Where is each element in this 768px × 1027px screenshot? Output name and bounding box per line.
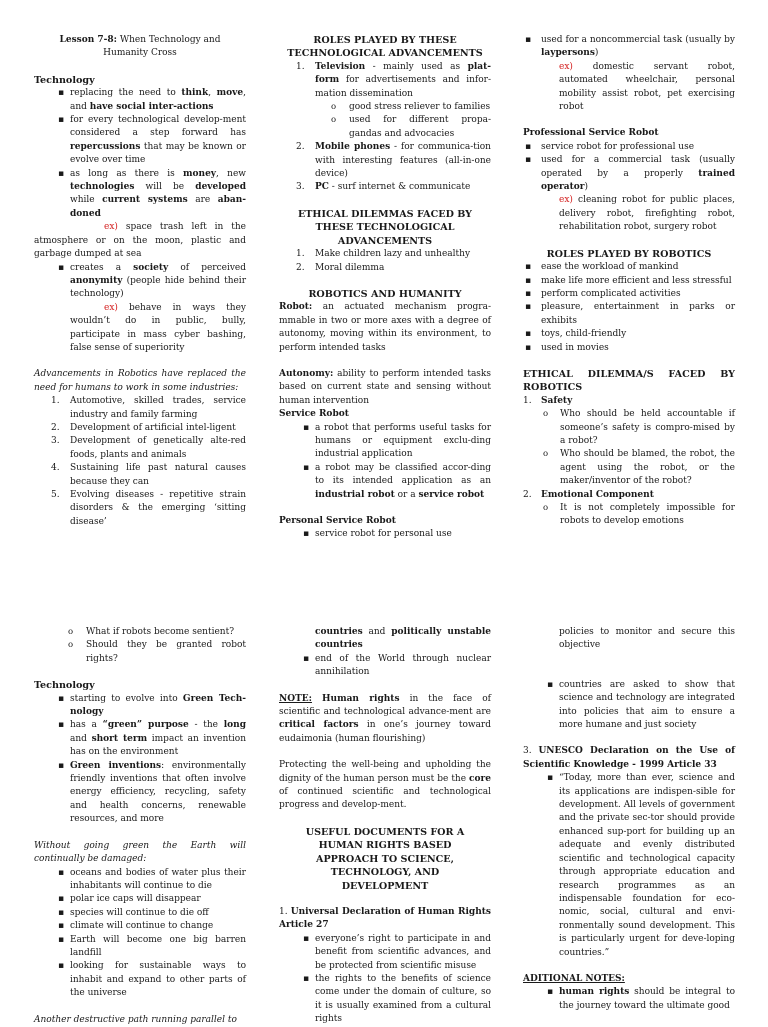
list-item: ▪ has a “green” purpose - the long and short term impact an invention has on the environment: [34, 719, 246, 759]
list-item: ▪ perform complicated activities: [523, 288, 735, 301]
list-item: 2. Mobile phones - for communica-tion with interesting features (all-in-one device): [279, 141, 491, 181]
ethical-robotics-heading: ETHICAL DILEMMA/S FACED BY ROBOTICS: [523, 368, 735, 394]
list-item: 1. Safety: [523, 395, 735, 408]
robot-definition: Robot: an actuated mechanism progra-mmable in two or more axes with a degree of autonomy, moving within its environment, to perform intended tasks: [279, 302, 491, 353]
list-item: ▪ Earth will become one big barren landfill: [34, 934, 246, 961]
list-item: o What if robots become sentient?: [16, 626, 246, 639]
green-tech-list: [34, 693, 246, 827]
page1-column-1: [34, 34, 246, 529]
list-item: 1. Automotive, skilled trades, service industry and family farming: [34, 395, 246, 422]
service-robot-heading: Service Robot: [279, 409, 349, 420]
list-item: 2. Development of artificial intel-ligent: [34, 422, 246, 435]
list-item: 1. Television - mainly used as plat-form for advertisements and infor-mation dissemination: [279, 61, 491, 101]
lesson-title: Lesson 7-8: When Technology and Humanity Cross: [59, 35, 221, 59]
list-item: ▪ looking for sustainable ways to inhabit and expand to other parts of the universe: [34, 960, 246, 1000]
list-item: ▪ a robot may be classified accor-ding to its intended application as an industrial robot or a service robot: [279, 462, 491, 502]
personal-service-heading: Personal Service Robot: [279, 516, 396, 526]
personal-example: ex) domestic servant robot, automated wheelchair, personal mobility assist robot, pet exercising robot: [559, 61, 735, 113]
without-green-intro: Without going green the Earth will continually be damaged:: [34, 840, 246, 865]
list-item: ▪ “Today, more than ever, science and its applications are indispen-sible for development. All levels of government and the private sec-tor should provide enhanced sup-port for building up an adequate and evenly distributed scientific and technological capacity through appropriate education and research programmes as an indispensable foundation for eco-nomic, social, cultural and envi-ronmentally sound development. This is particularly urgent for deve-loping countries.”: [523, 772, 735, 960]
example-behave: ex) behave in ways they wouldn’t do in public, bully, participate in mass cyber bashing, false sense of superiority: [70, 302, 246, 353]
dilemmas-heading: ETHICAL DILEMMAS FACED BY THESE TECHNOLOGICAL ADVANCEMENTS: [297, 208, 473, 247]
professional-service-heading: Professional Service Robot: [523, 128, 659, 139]
list-item: 3. PC - surf internet & communicate: [279, 181, 491, 194]
list-item: ▪ creates a society of perceived anonymity (people hide behind their technology): [34, 262, 246, 302]
list-item: ▪ the rights to the benefits of science come under the domain of culture, so it is usually examined from a cultural rights: [279, 973, 491, 1027]
list-item: ▪ used in movies: [523, 342, 735, 355]
additional-notes-heading: ADITIONAL NOTES:: [523, 973, 625, 984]
list-item: o Who should be held accountable if someone’s safety is compro-mised by a robot?: [523, 408, 735, 448]
damages-list: [34, 867, 246, 1001]
list-item: ▪ as long as there is money, new technologies will be developed while current systems are aban-doned: [34, 168, 246, 222]
list-item: o used for different propa-gandas and advocacies: [279, 114, 491, 141]
udhr-list: [279, 933, 491, 1027]
udhr-heading: 1. Universal Declaration of Human Rights Article 27: [279, 906, 491, 931]
technology-heading: Technology: [34, 74, 95, 86]
technology-list: [34, 87, 246, 221]
page2-column-1: [34, 626, 246, 1027]
dilemmas-list: [279, 248, 491, 275]
list-item: ▪ service robot for personal use: [279, 528, 491, 541]
list-item: 2. Moral dilemma: [279, 262, 491, 275]
list-item: ▪ ease the workload of mankind: [523, 261, 735, 274]
list-item: 4. Sustaining life past natural causes because they can: [34, 462, 246, 489]
professional-example: ex) cleaning robot for public places, delivery robot, firefighting robot, rehabilitation robot, surgery robot: [559, 195, 735, 233]
technology-heading-2: Technology: [34, 680, 95, 692]
list-item: ▪ species will continue to die off: [34, 907, 246, 920]
list-item: ▪ replacing the need to think, move, and have social inter-actions: [34, 87, 246, 114]
list-item: ▪ pleasure, entertainment in parks or exhibits: [523, 301, 735, 328]
list-item: ▪ toys, child-friendly: [523, 328, 735, 341]
list-item: ▪ polar ice caps will disappear: [34, 893, 246, 906]
page1-column-3: [523, 34, 735, 529]
list-item: ▪ for every technological develop-ment considered a step forward has repercussions that may be known or evolve over time: [34, 114, 246, 168]
list-item: ▪ end of the World through nuclear annihilation: [279, 653, 491, 680]
list-item: ▪ used for a commercial task (usually operated by a properly trained operator): [523, 154, 735, 194]
autonomy-definition: Autonomy: ability to perform intended tasks based on current state and sensing without human intervention: [279, 368, 491, 406]
list-item: ▪ climate will continue to change: [34, 920, 246, 933]
list-item: ▪ service robot for professional use: [523, 141, 735, 154]
roles-robotics-heading: ROLES PLAYED BY ROBOTICS: [546, 248, 712, 260]
example-space-trash: ex) space trash left in the atmosphere or on the moon, plastic and garbage dumped at sea: [34, 222, 246, 260]
list-item: 3. Development of genetically alte-red foods, plants and animals: [34, 435, 246, 462]
countries-text: countries and politically unstable countries: [315, 627, 491, 651]
list-item: o It is not completely impossible for robots to develop emotions: [523, 502, 735, 529]
robotics-humanity-heading: ROBOTICS AND HUMANITY: [308, 288, 462, 300]
page2-column-2: [279, 626, 491, 1027]
roles-list: [279, 61, 491, 101]
destructive-path-text: Another destructive path running parallel to: [34, 1014, 237, 1025]
policies-text: policies to monitor and secure this objective: [559, 627, 735, 651]
list-item: 2. Emotional Component: [523, 489, 735, 502]
roles-robotics-list: [523, 261, 735, 355]
list-item: o Who should be blamed, the robot, the agent using the robot, or the maker/inventor of the robot?: [523, 448, 735, 488]
list-item: ▪ Green inventions: environmentally friendly inventions that often involve energy efficiency, recycling, safety and health concerns, renewable resources, and more: [34, 760, 246, 827]
list-item: o Should they be granted robot rights?: [16, 639, 246, 666]
page1-column-2: [279, 34, 491, 542]
list-item: 1. Make children lazy and unhealthy: [279, 248, 491, 261]
list-item: ▪ human rights should be integral to the journey toward the ultimate good: [523, 986, 735, 1013]
note-paragraph: NOTE: Human rights in the face of scientific and technological advance-ment are critical factors in one’s journey toward eudaimonia (human flourishing): [279, 693, 491, 744]
useful-documents-heading: USEFUL DOCUMENTS FOR A HUMAN RIGHTS BASED APPROACH TO SCIENCE, TECHNOLOGY, AND DEVELOPMENT: [305, 826, 465, 892]
list-item: ▪ oceans and bodies of water plus their inhabitants will continue to die: [34, 867, 246, 894]
list-item: 5. Evolving diseases - repetitive strain disorders & the emerging ‘sitting disease’: [34, 489, 246, 529]
page2-column-3: [523, 626, 735, 1013]
protecting-paragraph: Protecting the well-being and upholding the dignity of the human person must be the core of continued scientific and technological progress and develop-ment.: [279, 760, 491, 811]
list-item: ▪ everyone’s right to participate in and benefit from scientific advances, and be protected from scientific misuse: [279, 933, 491, 973]
list-item: o good stress reliever to families: [279, 101, 491, 114]
list-item: ▪ used for a noncommercial task (usually by laypersons): [523, 34, 735, 61]
industries-list: [34, 395, 246, 529]
list-item: ▪ a robot that performs useful tasks for humans or equipment exclu-ding industrial application: [279, 422, 491, 462]
list-item: ▪ make life more efficient and less stressful: [523, 275, 735, 288]
roles-heading: ROLES PLAYED BY THESE TECHNOLOGICAL ADVANCEMENTS: [287, 35, 483, 60]
unesco-heading: 3. UNESCO Declaration on the Use of Scientific Knowledge - 1999 Article 33: [523, 746, 735, 770]
list-item: ▪ countries are asked to show that science and technology are integrated into policies that aim to ensure a more humane and just society: [523, 679, 735, 733]
robotics-intro: Advancements in Robotics have replaced the need for humans to work in some industries:: [34, 369, 246, 393]
list-item: ▪ starting to evolve into Green Tech-nology: [34, 693, 246, 720]
service-robot-list: [279, 422, 491, 502]
